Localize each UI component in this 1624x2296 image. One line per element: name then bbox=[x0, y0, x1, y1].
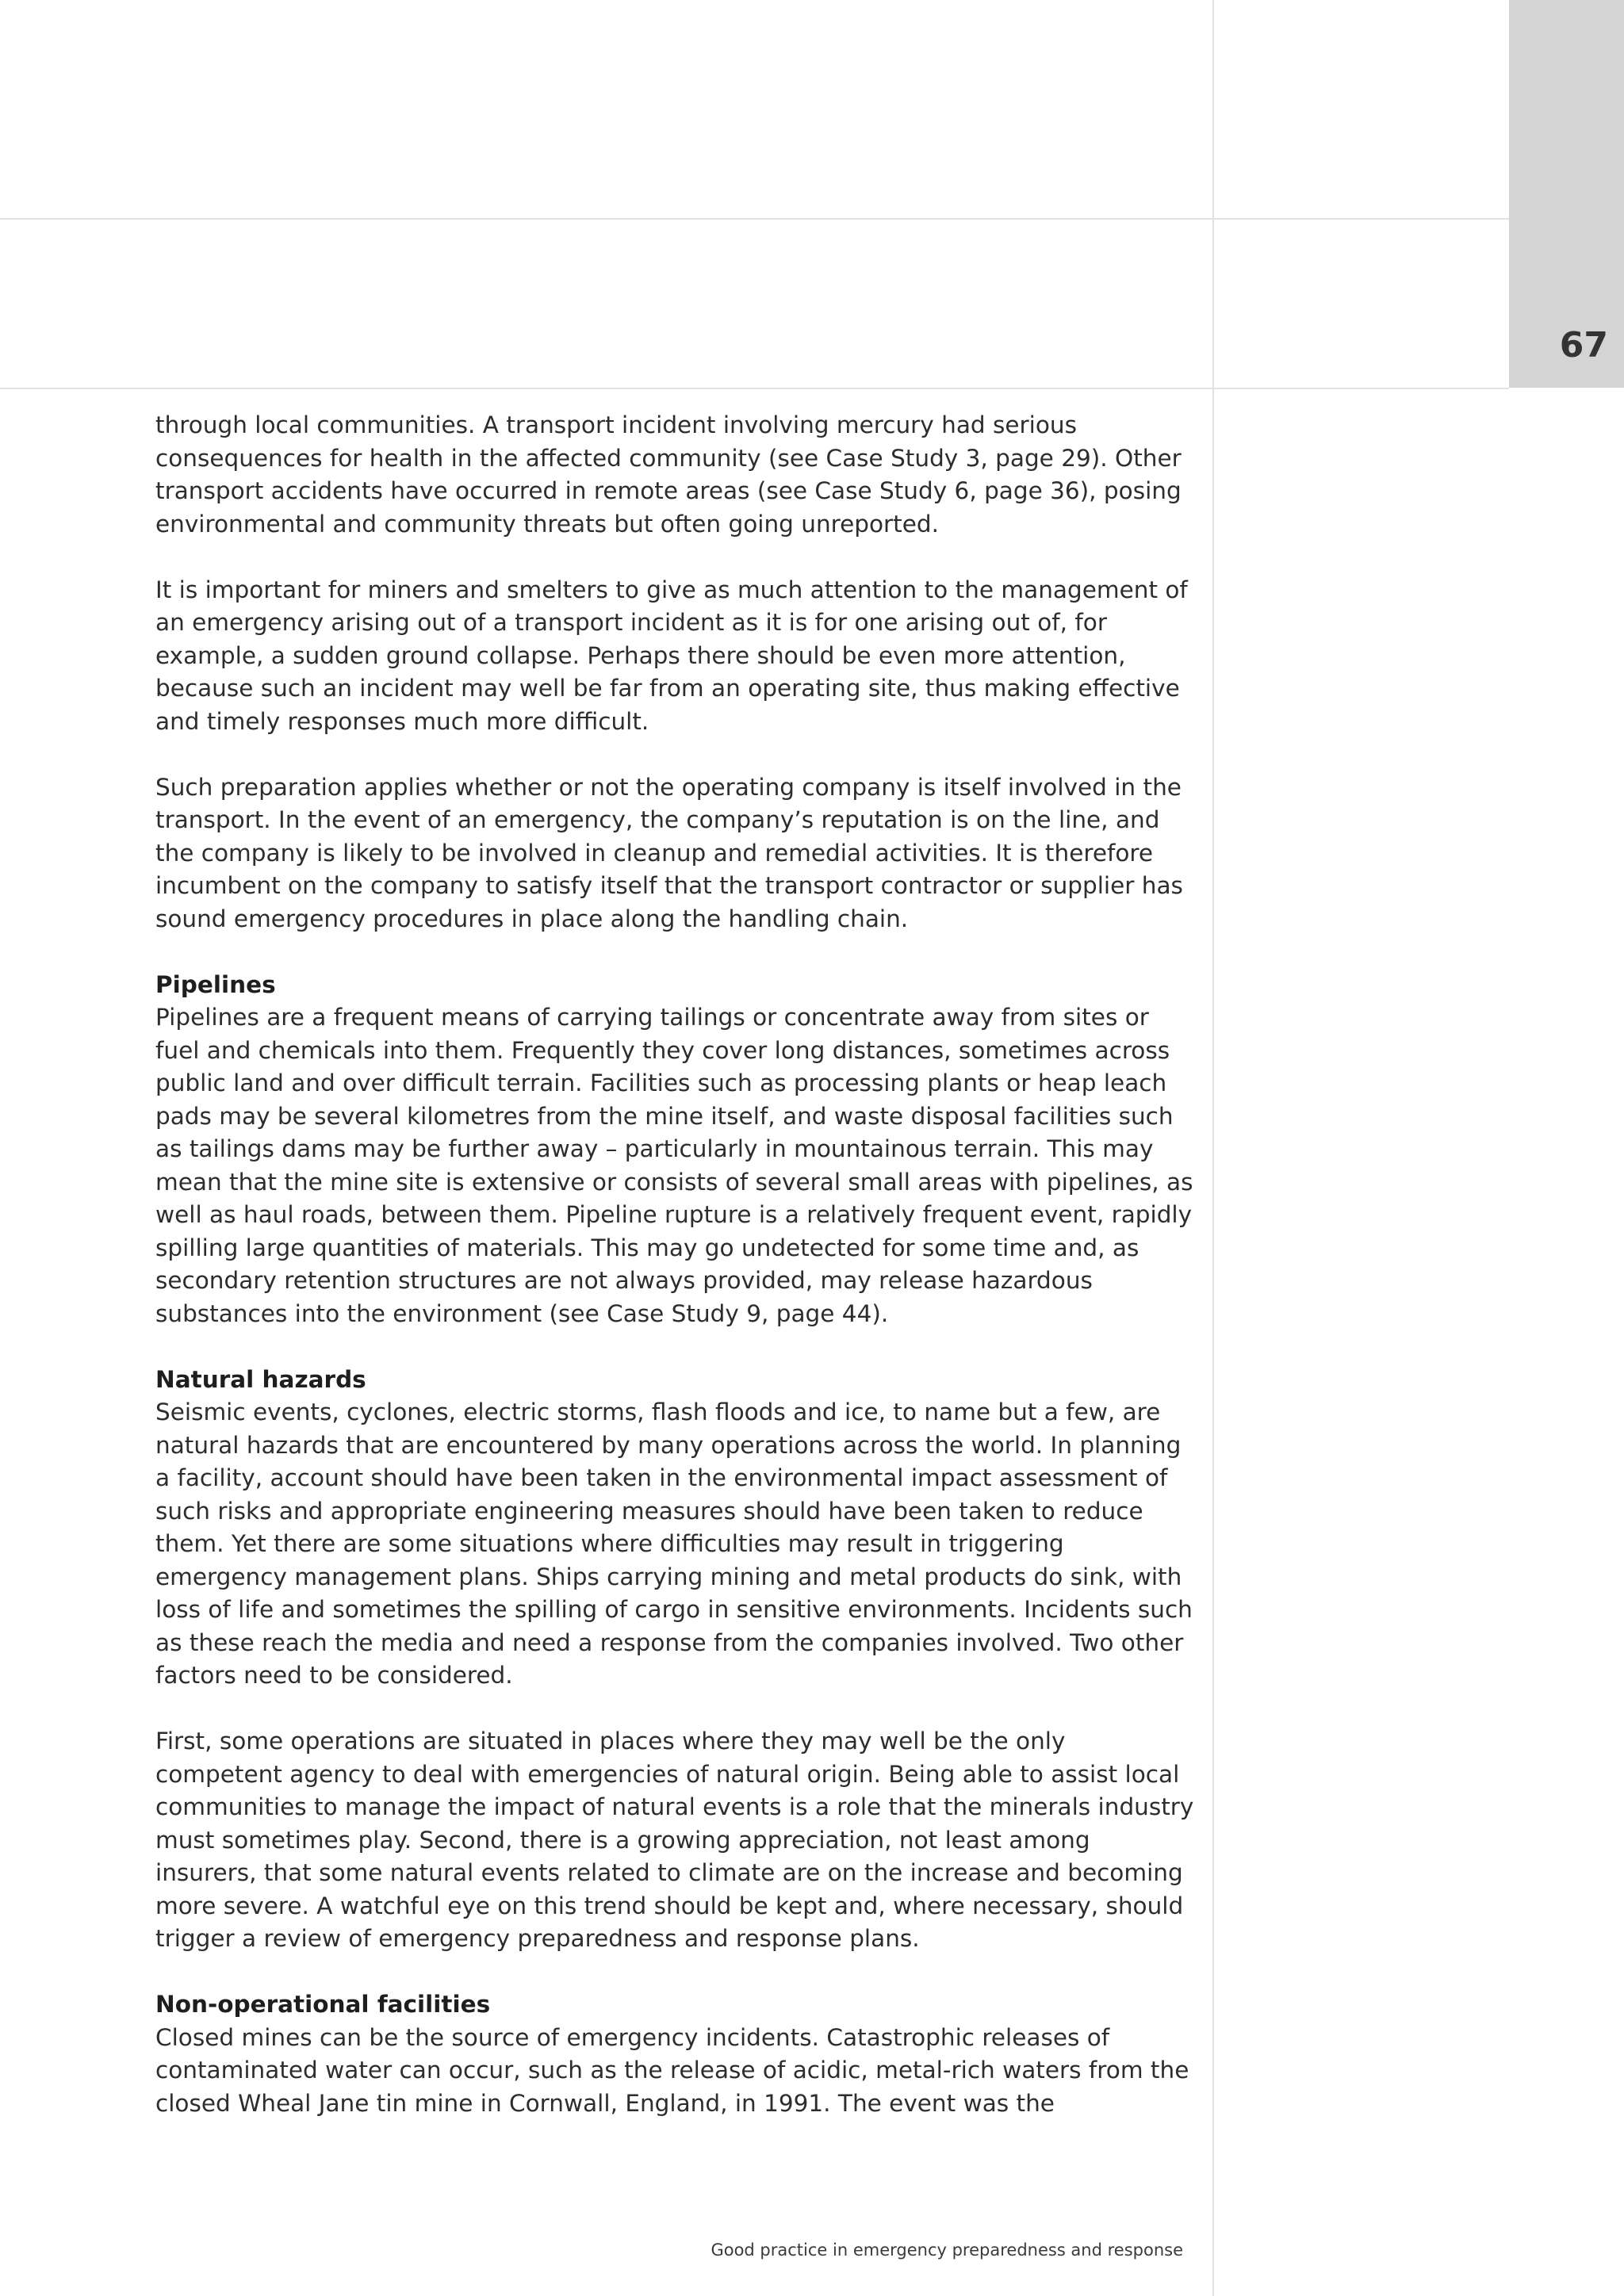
paragraph-transport-preparation: Such preparation applies whether or not the operating company is itself involved in the transport. In the event of an emergency, the company’s reputation is on the line, and the company is likely to be involved in cleanup and remedial activities. It is therefore incumbent on the company to satisfy itself that the transport contractor or supplier has sound emergency procedures in place along the handling chain. bbox=[155, 773, 1183, 932]
margin-rule bbox=[1212, 0, 1214, 2296]
heading-non-operational-facilities: Non-operational facilities bbox=[155, 1991, 491, 2018]
heading-pipelines: Pipelines bbox=[155, 970, 276, 998]
page-number-tab bbox=[1509, 0, 1624, 388]
header-rule-bottom bbox=[0, 388, 1509, 389]
paragraph-natural-hazards: Seismic events, cyclones, electric storms, flash floods and ice, to name but a few, are natural hazards that are encountered by many operations across the world. In planning a facility, account should have been taken in the environmental impact assessment of such risks and appropriate engineering measures should have been taken to reduce them. Yet there are some situations where difficulties may result in triggering emergency management plans. Ships carrying mining and metal products do sink, with loss of life and sometimes the spilling of cargo in sensitive environments. Incidents such as these reach the media and need a response from the companies involved. Two other factors need to be considered. bbox=[155, 1399, 1193, 1689]
paragraph-transport-attention: It is important for miners and smelters to give as much attention to the management of an emergency arising out of a transport incident as it is for one arising out of, for example, a sudden ground collapse. Perhaps there should be even more attention, because such an incident may well be far from an operating site, thus making effective and timely responses much more difficult. bbox=[155, 576, 1188, 735]
page-number: 67 bbox=[1559, 325, 1608, 365]
paragraph-pipelines: Pipelines are a frequent means of carrying tailings or concentrate away from sites or fuel and chemicals into them. Frequently they cover long distances, sometimes across public land and over difficult terrain. Facilities such as processing plants or heap leach pads may be several kilometres from the mine itself, and waste disposal facilities such as tailings dams may be further away – particularly in mountainous terrain. This may mean that the mine site is extensive or consists of several small areas with pipelines, as well as haul roads, between them. Pipeline rupture is a relatively frequent event, rapidly spilling large quantities of materials. This may go undetected for some time and, as secondary retention structures are not always provided, may release hazardous substances into the environment (see Case Study 9, page 44). bbox=[155, 1004, 1193, 1327]
header-rule-top bbox=[0, 218, 1509, 220]
paragraph-natural-hazards-factors: First, some operations are situated in places where they may well be the only competent agency to deal with emergencies of natural origin. Being able to assist local communities to manage the impact of natural events is a role that the minerals industry must sometimes play. Second, there is a growing appreciation, not least among insurers, that some natural events related to climate are on the increase and becoming more severe. A watchful eye on this trend should be kept and, where necessary, should trigger a review of emergency preparedness and response plans. bbox=[155, 1728, 1194, 1952]
heading-natural-hazards: Natural hazards bbox=[155, 1365, 366, 1393]
running-footer: Good practice in emergency preparedness and response bbox=[710, 2241, 1183, 2260]
body-text bbox=[155, 409, 1194, 2153]
paragraph-non-operational-facilities: Closed mines can be the source of emergency incidents. Catastrophic releases of contaminated water can occur, such as the release of acidic, metal-rich waters from the closed Wheal Jane tin mine in Cornwall, England, in 1991. The event was the bbox=[155, 2023, 1189, 2117]
paragraph-transport-intro: through local communities. A transport incident involving mercury had serious consequences for health in the affected community (see Case Study 3, page 29). Other transport accidents have occurred in remote areas (see Case Study 6, page 36), posing environmental and community threats but often going unreported. bbox=[155, 411, 1182, 538]
